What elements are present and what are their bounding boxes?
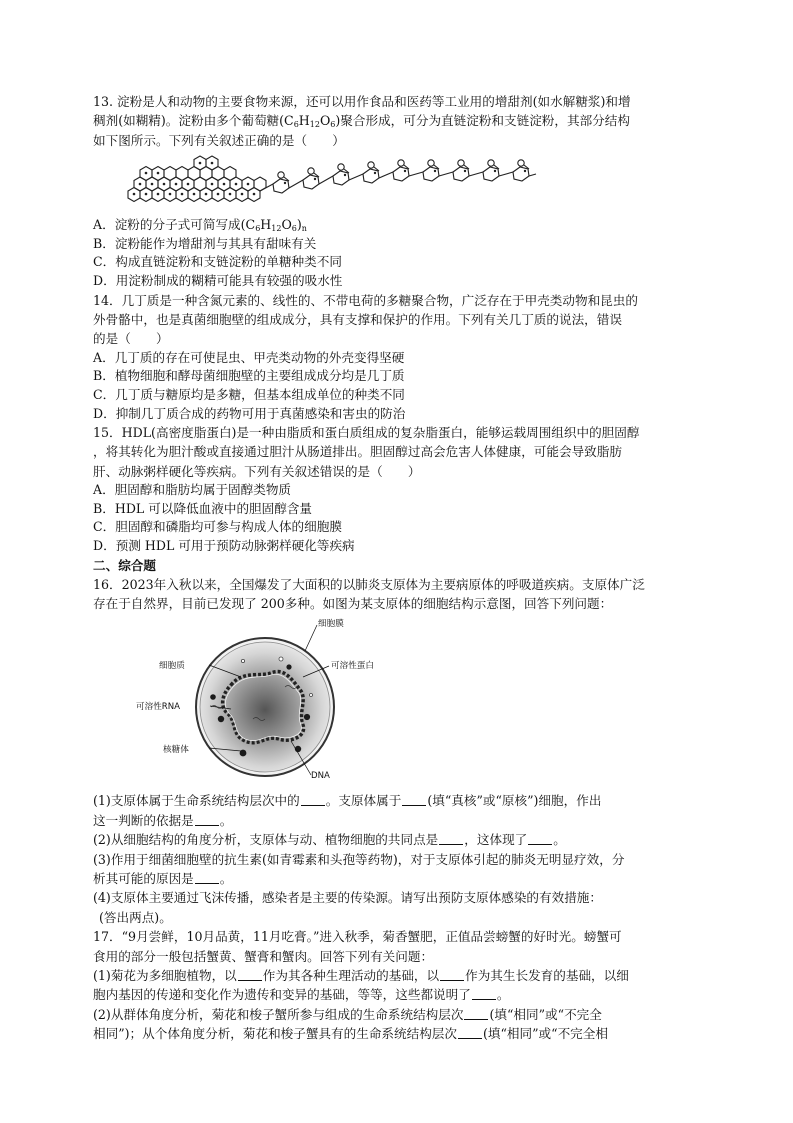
q15-stem-line-3: 肝、动脉粥样硬化等疾病。下列有关叙述错误的是（ ） — [93, 463, 421, 479]
q14-option-a[interactable]: A．几丁质的存在可使昆虫、甲壳类动物的外壳变得坚硬 — [93, 349, 405, 365]
answer-blank[interactable] — [464, 1007, 488, 1020]
label-cell-membrane: 细胞膜 — [318, 619, 344, 630]
q13-stem-line-3: 如下图所示。下列有关叙述正确的是（ ） — [93, 132, 345, 148]
q16-part-4-line-1: (4)支原体主要通过飞沫传播，感染者是主要的传染源。请写出预防支原体感染的有效措施： — [93, 890, 602, 906]
q17-stem-line-1: 17．“9月尝鲜，10月品黄，11月吃膏。”进入秋季，菊香蟹肥，正值品尝螃蟹的好时光。螃蟹可 — [93, 929, 622, 945]
question-13 — [93, 92, 703, 291]
q15-stem-line-2: ，将其转化为胆汁酸或直接通过胆汁从肠道排出。胆固醇过高会危害人体健康，可能会导致脂肪 — [93, 444, 622, 460]
chain-oxygen-dots — [284, 170, 526, 184]
starch-structure-figure — [93, 150, 703, 216]
q14-option-b[interactable]: B．植物细胞和酵母菌细胞壁的主要组成成分均是几丁质 — [93, 368, 405, 384]
q17-stem-line-2: 食用的部分一般包括蟹黄、蟹膏和蟹肉。回答下列有关问题： — [93, 948, 434, 964]
q13-option-a[interactable]: A．淀粉的分子式可简写成$(C_6H_{12}O_6)_n$ — [93, 217, 307, 234]
q14-stem-line-1: 14．几丁质是一种含氮元素的、线性的、不带电荷的多糖聚合物，广泛存在于甲壳类动物和昆虫的 — [93, 292, 638, 308]
q16-part-3-line-1: (3)作用于细菌细胞壁的抗生素(如青霉素和头孢等药物)，对于支原体引起的肺炎无明显疗效，分 — [93, 851, 625, 867]
q16-part-1-line-1: (1)支原体属于生命系统结构层次中的 。支原体属于 (填“真核”或“原核”)细胞，作出 — [93, 793, 602, 809]
branched-amylose-cluster — [128, 156, 266, 202]
answer-blank[interactable] — [458, 1026, 482, 1039]
q15-stem-line-1: 15．HDL(高密度脂蛋白)是一种由脂质和蛋白质组成的复杂脂蛋白，能够运载周围组织中的胆固醇 — [93, 425, 640, 441]
question-14 — [93, 291, 703, 424]
mycoplasma-cell-figure — [93, 615, 703, 787]
answer-blank[interactable] — [439, 832, 463, 845]
linear-amylose-chain — [260, 160, 536, 193]
worksheet-page — [93, 92, 703, 1044]
q14-option-d[interactable]: D．抑制几丁质合成的药物可用于真菌感染和害虫的防治 — [93, 405, 406, 421]
answer-blank[interactable] — [195, 871, 219, 884]
q14-option-c[interactable]: C．几丁质与糖原均是多糖，但基本组成单位的种类不同 — [93, 386, 405, 402]
answer-blank[interactable] — [402, 793, 426, 806]
answer-blank[interactable] — [440, 968, 464, 981]
q13-option-d[interactable]: D．用淀粉制成的糊精可能具有较强的吸水性 — [93, 272, 343, 288]
q17-part-2-line-2: 相同”)；从个体角度分析，菊花和梭子蟹具有的生命系统结构层次 (填“相同”或“不完全相 — [93, 1026, 608, 1042]
label-dna: DNA — [311, 771, 330, 782]
q14-stem-line-2: 外骨骼中，也是真菌细胞壁的组成成分，具有支撑和保护的作用。下列有关几丁质的说法，错误 — [93, 311, 622, 327]
q15-option-b[interactable]: B．HDL 可以降低血液中的胆固醇含量 — [93, 500, 313, 516]
q17-part-1-line-1: (1)菊花为多细胞植物，以 作为其各种生理活动的基础，以 作为其生长发育的基础，以细 — [93, 967, 629, 983]
q15-option-c[interactable]: C．胆固醇和磷脂均可参与构成人体的细胞膜 — [93, 519, 342, 535]
q14-stem-line-3: 的是（ ） — [93, 331, 169, 347]
q16-stem-line-2: 存在于自然界，目前已发现了 200多种。如图为某支原体的细胞结构示意图，回答下列问题： — [93, 596, 613, 612]
question-15 — [93, 423, 703, 556]
q13-option-b[interactable]: B．淀粉能作为增甜剂与其具有甜味有关 — [93, 235, 317, 251]
question-17 — [93, 927, 703, 1043]
label-ribosome: 核糖体 — [163, 745, 189, 756]
q15-option-d[interactable]: D．预测 HDL 可用于预防动脉粥样硬化等疾病 — [93, 538, 355, 554]
q16-part-2: (2)从细胞结构的角度分析，支原体与动、植物细胞的共同点是 ，这体现了 。 — [93, 832, 566, 848]
section-heading: 二、综合题 — [93, 557, 156, 573]
question-16 — [93, 575, 703, 928]
label-cytoplasm: 细胞质 — [159, 661, 185, 672]
q16-part-1-line-2: 这一判断的依据是 。 — [93, 812, 233, 828]
q13-option-c[interactable]: C．构成直链淀粉和支链淀粉的单糖种类不同 — [93, 254, 342, 270]
label-soluble-protein: 可溶性蛋白 — [331, 661, 374, 672]
label-soluble-rna: 可溶性RNA — [136, 702, 181, 713]
mycoplasma-cell-diagram — [93, 615, 703, 787]
q17-part-1-line-2: 胞内基因的传递和变化作为遗传和变异的基础，等等，这些都说明了 。 — [93, 987, 510, 1003]
q13-stem-line-2: 稠剂(如糊精)。淀粉由多个葡萄糖$(C_6H_{12}O_6)$聚合形成，可分为直链淀粉和支链淀粉，其部分结构 — [93, 113, 630, 130]
q16-part-3-line-2: 析其可能的原因是 。 — [93, 870, 233, 886]
q13-stem-line-1: 13. 淀粉是人和动物的主要食物来源，还可以用作食品和医药等工业用的增甜剂(如水解糖浆)和增 — [93, 94, 631, 109]
answer-blank[interactable] — [301, 793, 325, 806]
cytoplasm-region — [200, 642, 330, 772]
q16-part-4-line-2: (答出两点)。 — [99, 909, 172, 925]
answer-blank[interactable] — [472, 987, 496, 1000]
answer-blank[interactable] — [195, 813, 219, 826]
q17-part-2-line-1: (2)从群体角度分析，菊花和梭子蟹所参与组成的生命系统结构层次 (填“相同”或“不完全 — [93, 1006, 602, 1022]
answer-blank[interactable] — [238, 968, 262, 981]
starch-structure-diagram — [93, 150, 703, 216]
q15-option-a[interactable]: A．胆固醇和脂肪均属于固醇类物质 — [93, 482, 292, 498]
answer-blank[interactable] — [528, 832, 552, 845]
q16-stem-line-1: 16．2023年入秋以来，全国爆发了大面积的以肺炎支原体为主要病原体的呼吸道疾病。支原体广泛 — [93, 576, 645, 592]
